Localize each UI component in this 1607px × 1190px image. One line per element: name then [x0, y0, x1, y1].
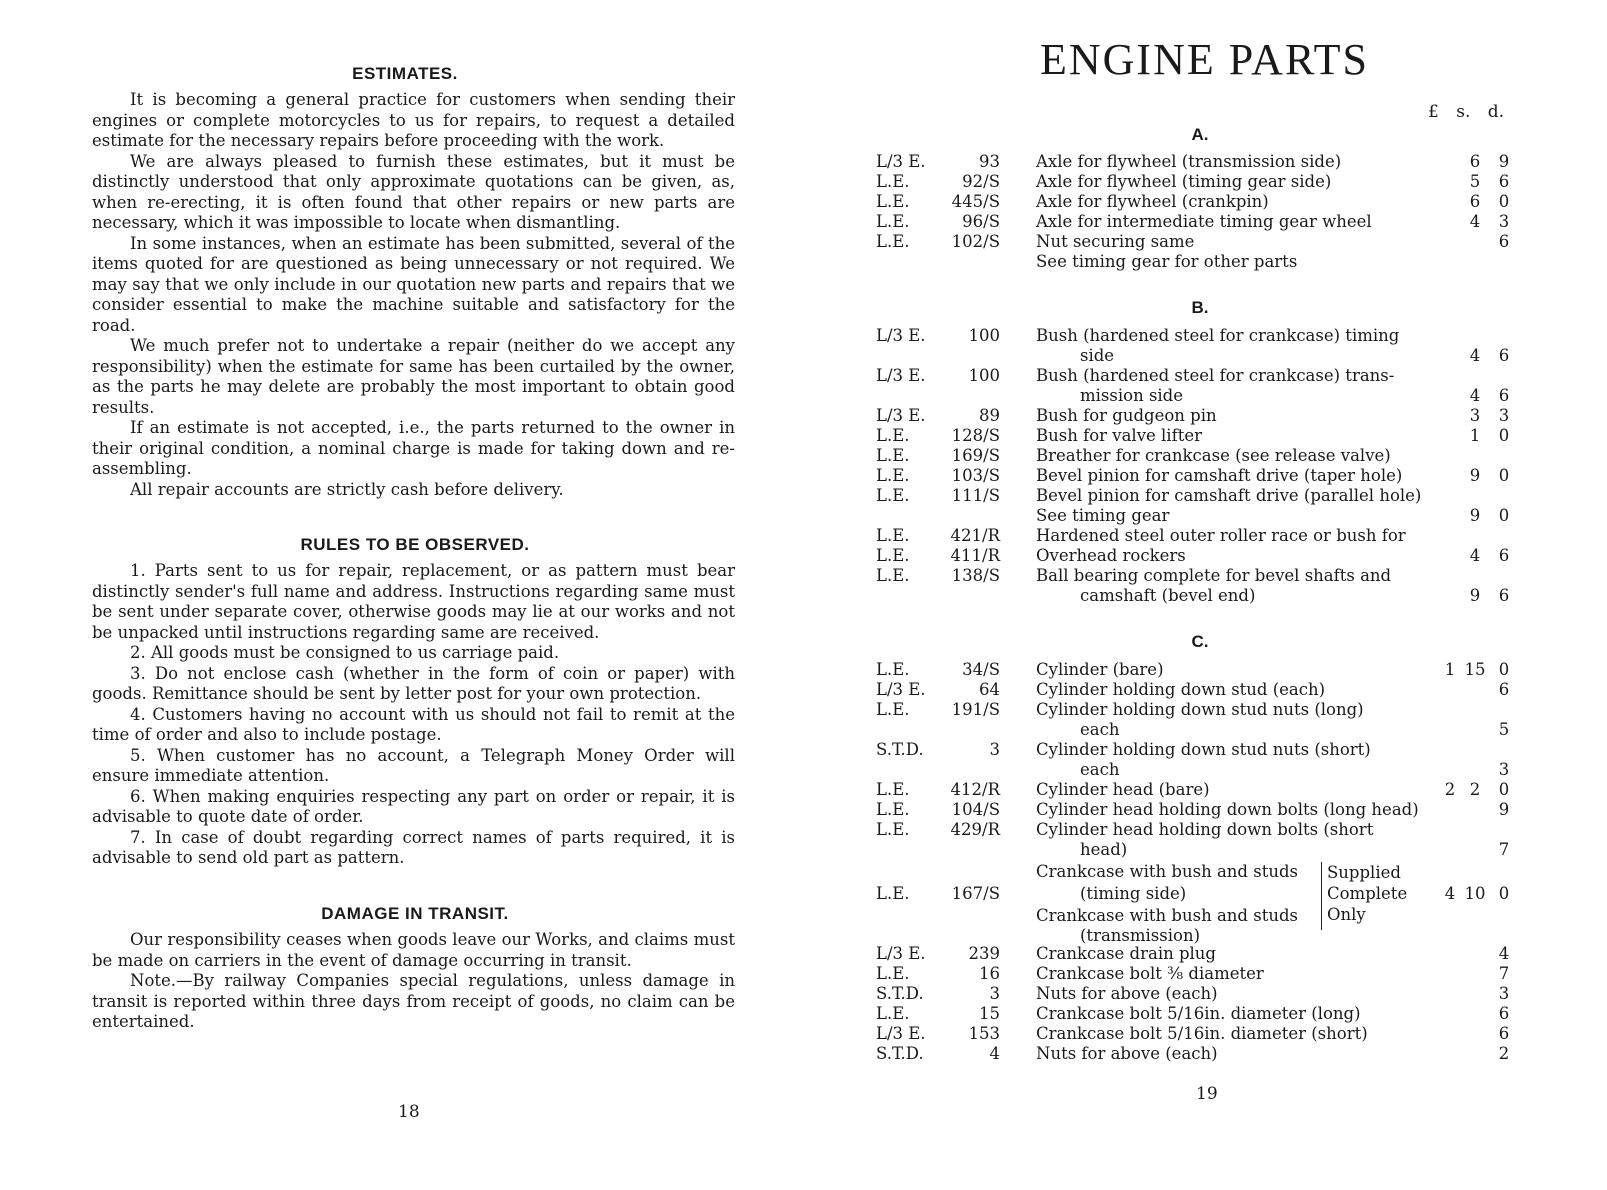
paragraph: Our responsibility ceases when goods leave our Works, and claims must be made on carriers in the event of damage occurring in transit. — [92, 930, 735, 970]
price-pence: 3 — [1498, 212, 1510, 231]
part-prefix: L.E. — [876, 466, 910, 485]
part-number: 3 — [989, 984, 1000, 1003]
table-row — [800, 506, 1607, 526]
price-shillings: 9 — [1469, 506, 1481, 525]
part-prefix: L.E. — [876, 566, 910, 585]
table-row — [800, 426, 1607, 446]
rule-item: 7. In case of doubt regarding correct names of parts required, it is advisable to send old part as pattern. — [92, 827, 735, 867]
part-description: Crankcase bolt 5/16in. diameter (short) — [1036, 1024, 1368, 1043]
note-line: Only — [1327, 905, 1366, 924]
part-prefix: L.E. — [876, 192, 910, 211]
part-number: 429/R — [950, 820, 1000, 839]
price-pence: 0 — [1498, 780, 1510, 799]
table-row — [800, 680, 1607, 700]
part-number: 100 — [968, 326, 1000, 345]
price-shillings: 4 — [1469, 386, 1481, 405]
price-pence: 0 — [1498, 884, 1510, 903]
table-row — [800, 800, 1607, 820]
price-pence: 5 — [1498, 720, 1510, 739]
part-description: Nut securing same — [1036, 232, 1195, 251]
part-prefix: L.E. — [876, 780, 910, 799]
table-row — [800, 252, 1607, 272]
section-letter: B. — [1191, 298, 1209, 317]
part-prefix: L/3 E. — [876, 1024, 926, 1043]
part-prefix: L.E. — [876, 446, 910, 465]
price-shillings: 15 — [1464, 660, 1486, 679]
price-pence: 6 — [1498, 1024, 1510, 1043]
price-pence: 0 — [1498, 426, 1510, 445]
price-pence: 0 — [1498, 660, 1510, 679]
part-description: Ball bearing complete for bevel shafts and — [1036, 566, 1392, 585]
part-description: Bevel pinion for camshaft drive (parallel hole) — [1036, 486, 1422, 505]
table-row — [800, 884, 1607, 904]
right-page — [800, 0, 1607, 1190]
rules-text — [92, 561, 735, 869]
currency-header: £ s. d. — [1428, 102, 1505, 122]
table-row — [800, 586, 1607, 606]
part-description: Axle for intermediate timing gear wheel — [1036, 212, 1372, 231]
part-description: Nuts for above (each) — [1036, 984, 1218, 1003]
part-number: 239 — [968, 944, 1000, 963]
part-number: 16 — [979, 964, 1000, 983]
paragraph: In some instances, when an estimate has been submitted, several of the items quoted for are questioned as being unnecessary or not required. We may say that we only include in our quotation new parts and repairs that we consider essential to make the machine suitable and satisfactory for the road. — [92, 233, 735, 335]
part-prefix: L.E. — [876, 1004, 910, 1023]
price-shillings: 3 — [1469, 406, 1481, 425]
part-description: Axle for flywheel (transmission side) — [1036, 152, 1342, 171]
part-description: Bush (hardened steel for crankcase) timing — [1036, 326, 1400, 345]
table-row — [800, 720, 1607, 740]
part-description: Cylinder holding down stud nuts (long) — [1036, 700, 1364, 719]
part-prefix: S.T.D. — [876, 984, 924, 1003]
price-shillings: 2 — [1469, 780, 1481, 799]
part-prefix: L.E. — [876, 660, 910, 679]
part-prefix: L.E. — [876, 486, 910, 505]
part-prefix: L.E. — [876, 964, 910, 983]
part-prefix: S.T.D. — [876, 1044, 924, 1063]
part-description: each — [1080, 760, 1120, 779]
part-description: Bevel pinion for camshaft drive (taper hole) — [1036, 466, 1403, 485]
table-row — [800, 386, 1607, 406]
price-shillings: 4 — [1469, 346, 1481, 365]
price-pence: 6 — [1498, 1004, 1510, 1023]
part-description: Crankcase bolt 5/16in. diameter (long) — [1036, 1004, 1361, 1023]
part-description: each — [1080, 720, 1120, 739]
part-number: 89 — [979, 406, 1000, 425]
price-pence: 6 — [1498, 232, 1510, 251]
part-description: Cylinder holding down stud nuts (short) — [1036, 740, 1371, 759]
part-number: 103/S — [951, 466, 1000, 485]
part-prefix: L/3 E. — [876, 366, 926, 385]
price-shillings: 9 — [1469, 466, 1481, 485]
table-row — [800, 906, 1607, 926]
rules-heading: RULES TO BE OBSERVED. — [300, 535, 530, 554]
part-prefix: L/3 E. — [876, 944, 926, 963]
table-row — [800, 1044, 1607, 1064]
price-shillings: 1 — [1469, 426, 1481, 445]
part-description: Axle for flywheel (timing gear side) — [1036, 172, 1332, 191]
part-number: 104/S — [951, 800, 1000, 819]
part-number: 138/S — [951, 566, 1000, 585]
price-shillings: 5 — [1469, 172, 1481, 191]
rule-item: 4. Customers having no account with us should not fail to remit at the time of order and also to include postage. — [92, 704, 735, 744]
part-description: See timing gear — [1036, 506, 1170, 525]
part-number: 169/S — [951, 446, 1000, 465]
table-row — [800, 326, 1607, 346]
rule-item: 5. When customer has no account, a Telegraph Money Order will ensure immediate attention. — [92, 745, 735, 785]
table-row — [800, 446, 1607, 466]
part-number: 3 — [989, 740, 1000, 759]
part-prefix: L.E. — [876, 172, 910, 191]
table-row — [800, 366, 1607, 386]
part-description: See timing gear for other parts — [1036, 252, 1298, 271]
part-number: 92/S — [962, 172, 1000, 191]
page-number: 18 — [398, 1102, 420, 1122]
table-row — [800, 406, 1607, 426]
section-letter: C. — [1191, 632, 1209, 651]
table-row — [800, 1024, 1607, 1044]
table-row — [800, 346, 1607, 366]
part-prefix: L.E. — [876, 426, 910, 445]
table-row — [800, 964, 1607, 984]
price-pence: 6 — [1498, 680, 1510, 699]
price-pence: 3 — [1498, 984, 1510, 1003]
price-pence: 6 — [1498, 586, 1510, 605]
part-description: Bush for gudgeon pin — [1036, 406, 1217, 425]
table-row — [800, 840, 1607, 860]
table-row — [800, 984, 1607, 1004]
part-description: Cylinder head holding down bolts (long head) — [1036, 800, 1419, 819]
rule-item: 3. Do not enclose cash (whether in the form of coin or paper) with goods. Remittance should be sent by letter post for your own protection. — [92, 663, 735, 703]
part-description: Overhead rockers — [1036, 546, 1186, 565]
part-prefix: L.E. — [876, 820, 910, 839]
price-pence: 0 — [1498, 466, 1510, 485]
price-pence: 2 — [1498, 1044, 1510, 1063]
paragraph: Note.—By railway Companies special regulations, unless damage in transit is reported within three days from receipt of goods, no claim can be entertained. — [92, 971, 735, 1031]
part-description: Axle for flywheel (crankpin) — [1036, 192, 1269, 211]
price-shillings: 6 — [1469, 152, 1481, 171]
price-pounds: 1 — [1444, 660, 1456, 679]
price-pence: 9 — [1498, 800, 1510, 819]
price-pence: 0 — [1498, 506, 1510, 525]
part-number: 111/S — [951, 486, 1000, 505]
price-pounds: 4 — [1444, 884, 1456, 903]
part-number: 96/S — [962, 212, 1000, 231]
paragraph: If an estimate is not accepted, i.e., the parts returned to the owner in their original condition, a nominal charge is made for taking down and re-assembling. — [92, 418, 735, 478]
part-prefix: L.E. — [876, 232, 910, 251]
paragraph: All repair accounts are strictly cash before delivery. — [130, 479, 564, 499]
price-pence: 6 — [1498, 172, 1510, 191]
table-row — [800, 466, 1607, 486]
table-row — [800, 760, 1607, 780]
part-description: Bush for valve lifter — [1036, 426, 1202, 445]
page-title: ENGINE PARTS — [1040, 35, 1369, 84]
price-shillings: 4 — [1469, 212, 1481, 231]
part-description: head) — [1080, 840, 1128, 859]
table-row — [800, 660, 1607, 680]
table-row — [800, 820, 1607, 840]
part-description: (transmission) — [1080, 926, 1201, 945]
price-pence: 4 — [1498, 944, 1510, 963]
part-number: 4 — [989, 1044, 1000, 1063]
part-description: Cylinder (bare) — [1036, 660, 1164, 679]
part-prefix: S.T.D. — [876, 740, 924, 759]
table-row — [800, 172, 1607, 192]
part-number: 191/S — [951, 700, 1000, 719]
table-row — [800, 192, 1607, 212]
table-row — [800, 926, 1607, 946]
table-row — [800, 700, 1607, 720]
table-row — [800, 486, 1607, 506]
price-shillings: 10 — [1464, 884, 1486, 903]
paragraph: We are always pleased to furnish these estimates, but it must be distinctly understood that only approximate quotations can be given, as, when re-erecting, it is often found that other repairs or new parts are necessary, which it was impossible to locate when dismantling. — [92, 151, 735, 232]
table-row — [800, 232, 1607, 252]
part-prefix: L/3 E. — [876, 152, 926, 171]
supplied-complete-note — [1321, 862, 1423, 930]
table-row — [800, 740, 1607, 760]
price-shillings: 9 — [1469, 586, 1481, 605]
part-prefix: L/3 E. — [876, 406, 926, 425]
rule-item: 1. Parts sent to us for repair, replacement, or as pattern must bear distinctly sender's full name and address. Instructions regarding same must be sent under separate cover, otherwise goods may lie at our works and not be unpacked until instructions regarding same are received. — [92, 561, 735, 642]
part-number: 421/R — [950, 526, 1000, 545]
damage-heading: DAMAGE IN TRANSIT. — [321, 904, 509, 923]
part-prefix: L.E. — [876, 212, 910, 231]
part-number: 153 — [968, 1024, 1000, 1043]
part-prefix: L.E. — [876, 800, 910, 819]
table-row — [800, 546, 1607, 566]
estimates-heading: ESTIMATES. — [352, 64, 458, 83]
price-pence: 6 — [1498, 386, 1510, 405]
price-shillings: 6 — [1469, 192, 1481, 211]
part-number: 445/S — [951, 192, 1000, 211]
price-pence: 3 — [1498, 760, 1510, 779]
table-row — [800, 152, 1607, 172]
table-row — [800, 1004, 1607, 1024]
price-pence: 7 — [1498, 840, 1510, 859]
table-row — [800, 526, 1607, 546]
part-description: (timing side) — [1080, 884, 1187, 903]
part-description: Nuts for above (each) — [1036, 1044, 1218, 1063]
part-description: Crankcase drain plug — [1036, 944, 1216, 963]
part-description: Crankcase bolt ⅜ diameter — [1036, 964, 1264, 983]
part-number: 93 — [979, 152, 1000, 171]
note-line: Supplied — [1327, 863, 1401, 882]
part-description: Cylinder head (bare) — [1036, 780, 1210, 799]
part-description: Cylinder holding down stud (each) — [1036, 680, 1326, 699]
note-line: Complete — [1327, 884, 1408, 903]
price-pence: 3 — [1498, 406, 1510, 425]
estimates-text — [92, 90, 735, 500]
part-number: 412/R — [950, 780, 1000, 799]
rule-item: 2. All goods must be consigned to us carriage paid. — [130, 643, 560, 662]
price-pence: 6 — [1498, 546, 1510, 565]
paragraph: It is becoming a general practice for customers when sending their engines or complete motorcycles to us for repairs, to request a detailed estimate for the necessary repairs before proceeding with the work. — [92, 90, 735, 150]
part-prefix: L.E. — [876, 546, 910, 565]
table-row — [800, 566, 1607, 586]
part-number: 34/S — [962, 660, 1000, 679]
part-description: Breather for crankcase (see release valve) — [1036, 446, 1391, 465]
part-description: Crankcase with bush and studs — [1036, 862, 1298, 881]
rule-item: 6. When making enquiries respecting any part on order or repair, it is advisable to quote date of order. — [92, 786, 735, 826]
part-prefix: L.E. — [876, 884, 910, 903]
price-pence: 9 — [1498, 152, 1510, 171]
part-prefix: L.E. — [876, 526, 910, 545]
part-description: camshaft (bevel end) — [1080, 586, 1256, 605]
part-number: 102/S — [951, 232, 1000, 251]
part-description: Cylinder head holding down bolts (short — [1036, 820, 1374, 839]
part-number: 167/S — [951, 884, 1000, 903]
price-pence: 6 — [1498, 346, 1510, 365]
damage-text — [92, 930, 735, 1033]
paragraph: We much prefer not to undertake a repair (neither do we accept any responsibility) when the estimate for same has been curtailed by the owner, as the parts he may delete are probably the most important to obtain good results. — [92, 336, 735, 417]
page-number: 19 — [1196, 1084, 1218, 1104]
table-row — [800, 944, 1607, 964]
part-description: Hardened steel outer roller race or bush for — [1036, 526, 1406, 545]
part-description: side — [1080, 346, 1115, 365]
part-description: Crankcase with bush and studs — [1036, 906, 1298, 925]
part-number: 100 — [968, 366, 1000, 385]
part-description: mission side — [1080, 386, 1184, 405]
price-pounds: 2 — [1444, 780, 1456, 799]
table-row — [800, 212, 1607, 232]
part-prefix: L/3 E. — [876, 680, 926, 699]
table-row — [800, 862, 1607, 882]
part-description: Bush (hardened steel for crankcase) trans- — [1036, 366, 1395, 385]
part-number: 411/R — [950, 546, 1000, 565]
table-row — [800, 780, 1607, 800]
part-prefix: L.E. — [876, 700, 910, 719]
price-pence: 0 — [1498, 192, 1510, 211]
left-page — [0, 0, 800, 1190]
price-pence: 7 — [1498, 964, 1510, 983]
part-number: 128/S — [951, 426, 1000, 445]
part-number: 15 — [979, 1004, 1000, 1023]
price-shillings: 4 — [1469, 546, 1481, 565]
section-letter: A. — [1191, 125, 1209, 144]
part-prefix: L/3 E. — [876, 326, 926, 345]
part-number: 64 — [979, 680, 1000, 699]
